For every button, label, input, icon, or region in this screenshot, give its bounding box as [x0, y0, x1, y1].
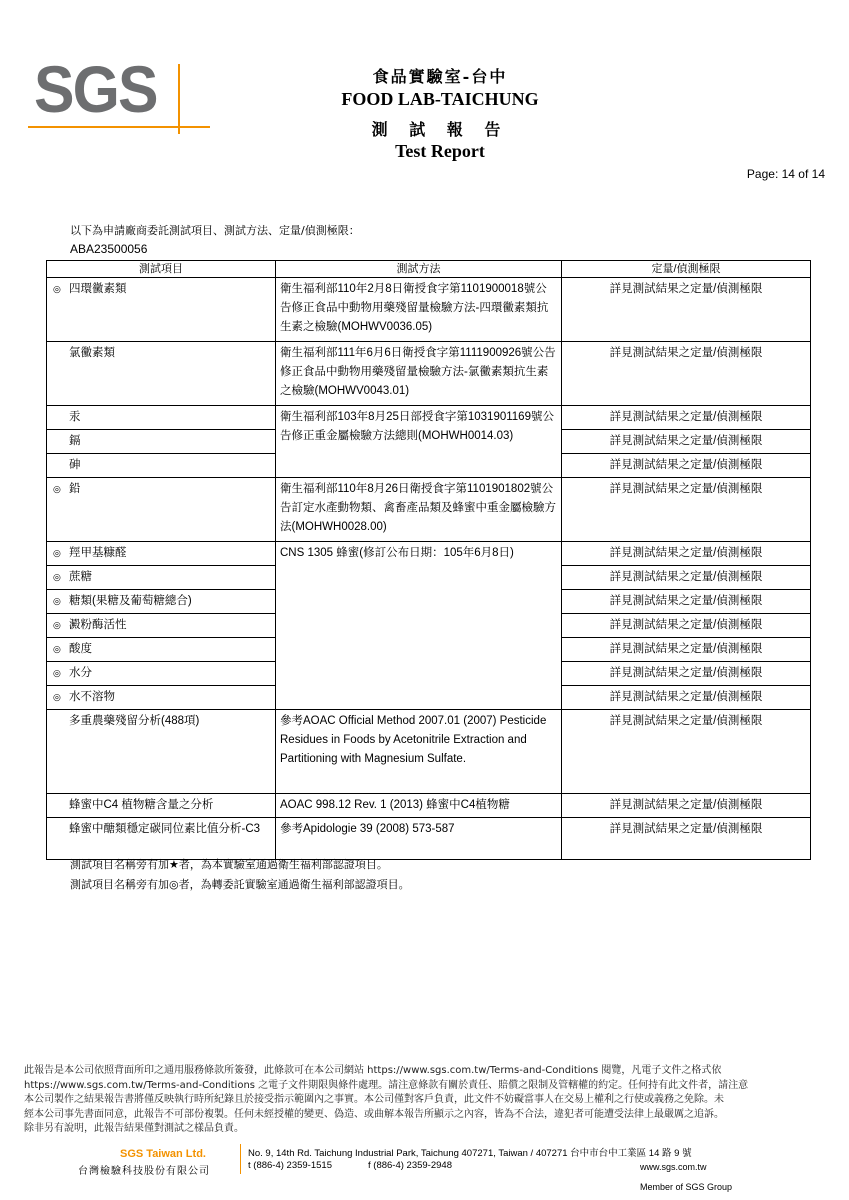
disclaimer-line: 除非另有說明，此報告結果僅對測試之樣品負責。	[24, 1123, 244, 1134]
test-limit: 詳見測試結果之定量/偵測極限	[562, 638, 811, 662]
test-item: ◎ 水不溶物	[47, 686, 276, 710]
test-item: 氯黴素類	[47, 342, 276, 406]
table-row	[47, 406, 811, 430]
table-row	[47, 794, 811, 818]
footer-member: Member of SGS Group	[640, 1182, 733, 1192]
table-row	[47, 818, 811, 860]
logo-underline	[28, 126, 210, 128]
accreditation-mark: ◎	[53, 484, 61, 494]
disclaimer	[24, 1064, 828, 1137]
test-method: 參考Apidologie 39 (2008) 573-587	[276, 818, 562, 860]
test-item: ◎ 酸度	[47, 638, 276, 662]
logo-vertical-line	[178, 64, 180, 134]
note-circle: 測試項目名稱旁有加◎者，為轉委託實驗室通過衛生福利部認證項目。	[70, 878, 410, 891]
test-limit: 詳見測試結果之定量/偵測極限	[562, 590, 811, 614]
table-row	[47, 542, 811, 566]
test-item: ◎ 鉛	[47, 478, 276, 542]
test-limit: 詳見測試結果之定量/偵測極限	[562, 794, 811, 818]
footer-phone: t (886-4) 2359-1515	[248, 1160, 332, 1171]
test-limit: 詳見測試結果之定量/偵測極限	[562, 566, 811, 590]
footer-divider	[240, 1144, 241, 1174]
table-row	[47, 478, 811, 542]
accreditation-mark: ◎	[53, 668, 61, 678]
header-method: 測試方法	[276, 261, 562, 278]
accreditation-mark: ◎	[53, 692, 61, 702]
test-item: ◎ 羥甲基糠醛	[47, 542, 276, 566]
test-limit: 詳見測試結果之定量/偵測極限	[562, 342, 811, 406]
footer-fax: f (886-4) 2359-2948	[368, 1160, 452, 1171]
test-item: ◎ 澱粉酶活性	[47, 614, 276, 638]
test-limit: 詳見測試結果之定量/偵測極限	[562, 614, 811, 638]
footer-company-cn: 台灣檢驗科技股份有限公司	[78, 1166, 210, 1177]
report-title-en: Test Report	[395, 141, 485, 161]
test-method: CNS 1305 蜂蜜(修訂公布日期：105年6月8日)	[276, 542, 562, 710]
test-limit: 詳見測試結果之定量/偵測極限	[562, 478, 811, 542]
test-limit: 詳見測試結果之定量/偵測極限	[562, 430, 811, 454]
accreditation-mark: ◎	[53, 596, 61, 606]
footer-company: SGS Taiwan Ltd.	[120, 1148, 206, 1160]
test-limit: 詳見測試結果之定量/偵測極限	[562, 454, 811, 478]
test-method: 衛生福利部103年8月25日部授食字第1031901169號公告修正重金屬檢驗方法總則(MOHWH0014.03)	[276, 406, 562, 478]
report-number: ABA23500056	[70, 242, 148, 256]
accreditation-mark: ◎	[53, 572, 61, 582]
test-limit: 詳見測試結果之定量/偵測極限	[562, 686, 811, 710]
disclaimer-line: 本公司製作之結果報告書將僅反映執行時所紀錄且於接受指示範圍內之事實。本公司僅對客戶負責，此文件不妨礙當事人在交易上權利之行使或義務之免除。未	[24, 1094, 724, 1105]
accreditation-mark: ◎	[53, 644, 61, 654]
test-item: 砷	[47, 454, 276, 478]
test-item: 汞	[47, 406, 276, 430]
test-item: ◎ 水分	[47, 662, 276, 686]
test-item: 蜂蜜中C4 植物糖含量之分析	[47, 794, 276, 818]
footer-address: No. 9, 14th Rd. Taichung Industrial Park, Taichung 407271, Taiwan / 407271 台中市台中工業區 14 路 9 號	[248, 1148, 692, 1159]
report-title-cn: 測 試 報 告	[371, 120, 509, 139]
test-item: ◎ 糖類(果糖及葡萄糖總合)	[47, 590, 276, 614]
test-limit: 詳見測試結果之定量/偵測極限	[562, 278, 811, 342]
header-item: 測試項目	[47, 261, 276, 278]
test-limit: 詳見測試結果之定量/偵測極限	[562, 710, 811, 794]
note-star: 測試項目名稱旁有加★者，為本實驗室通過衛生福利部認證項目。	[70, 858, 388, 871]
table-row	[47, 710, 811, 794]
test-limit: 詳見測試結果之定量/偵測極限	[562, 542, 811, 566]
disclaimer-line: https://www.sgs.com.tw/Terms-and-Conditions 之電子文件期限與條件處理。請注意條款有關於責任、賠償之限制及管轄權的約定。任何持有此文件者，請注意	[24, 1079, 749, 1091]
test-item: 鎘	[47, 430, 276, 454]
intro-text: 以下為申請廠商委託測試項目、測試方法、定量/偵測極限：	[70, 224, 360, 237]
test-item: 多重農藥殘留分析(488項)	[47, 710, 276, 794]
lab-title-en: FOOD LAB-TAICHUNG	[341, 89, 539, 109]
sgs-logo: SGS	[34, 52, 157, 126]
test-item: ◎ 蔗糖	[47, 566, 276, 590]
test-method: 衛生福利部110年2月8日衛授食字第1101900018號公告修正食品中動物用藥殘留量檢驗方法-四環黴素類抗生素之檢驗(MOHWV0036.05)	[276, 278, 562, 342]
page-number: Page: 14 of 14	[746, 167, 825, 181]
test-item: 蜂蜜中醣類穩定碳同位素比值分析-C3	[47, 818, 276, 860]
header-limit: 定量/偵測極限	[562, 261, 811, 278]
test-method: 衛生福利部110年8月26日衛授食字第1101901802號公告訂定水產動物類、禽畜產品類及蜂蜜中重金屬檢驗方法(MOHWH0028.00)	[276, 478, 562, 542]
test-method: AOAC 998.12 Rev. 1 (2013) 蜂蜜中C4植物糖	[276, 794, 562, 818]
test-items-table	[46, 260, 811, 860]
table-row	[47, 342, 811, 406]
test-method: 衛生福利部111年6月6日衛授食字第1111900926號公告修正食品中動物用藥殘留量檢驗方法-氯黴素類抗生素之檢驗(MOHWV0043.01)	[276, 342, 562, 406]
test-limit: 詳見測試結果之定量/偵測極限	[562, 406, 811, 430]
accreditation-mark: ◎	[53, 548, 61, 558]
test-limit: 詳見測試結果之定量/偵測極限	[562, 662, 811, 686]
accreditation-mark: ◎	[53, 620, 61, 630]
footer-website: www.sgs.com.tw	[640, 1162, 707, 1172]
accreditation-mark: ◎	[53, 284, 61, 294]
disclaimer-line: 此報告是本公司依照背面所印之通用服務條款所簽發，此條款可在本公司網站 https://www.sgs.com.tw/Terms-and-Conditions 閱覽，凡電子文件之格式依	[24, 1065, 722, 1076]
test-limit: 詳見測試結果之定量/偵測極限	[562, 818, 811, 860]
test-item: ◎ 四環黴素類	[47, 278, 276, 342]
lab-title-cn: 食品實驗室-台中	[372, 67, 508, 86]
table-row	[47, 278, 811, 342]
table-header-row	[47, 261, 811, 278]
disclaimer-line: 經本公司事先書面同意，此報告不可部份複製。任何未經授權的變更、偽造、或曲解本報告所顯示之內容，皆為不合法，違犯者可能遭受法律上最嚴厲之追訴。	[24, 1108, 724, 1120]
test-method: 參考AOAC Official Method 2007.01 (2007) Pesticide Residues in Foods by Acetonitrile Extraction and Partitioning with Magnesium Sulfate.	[276, 710, 562, 794]
